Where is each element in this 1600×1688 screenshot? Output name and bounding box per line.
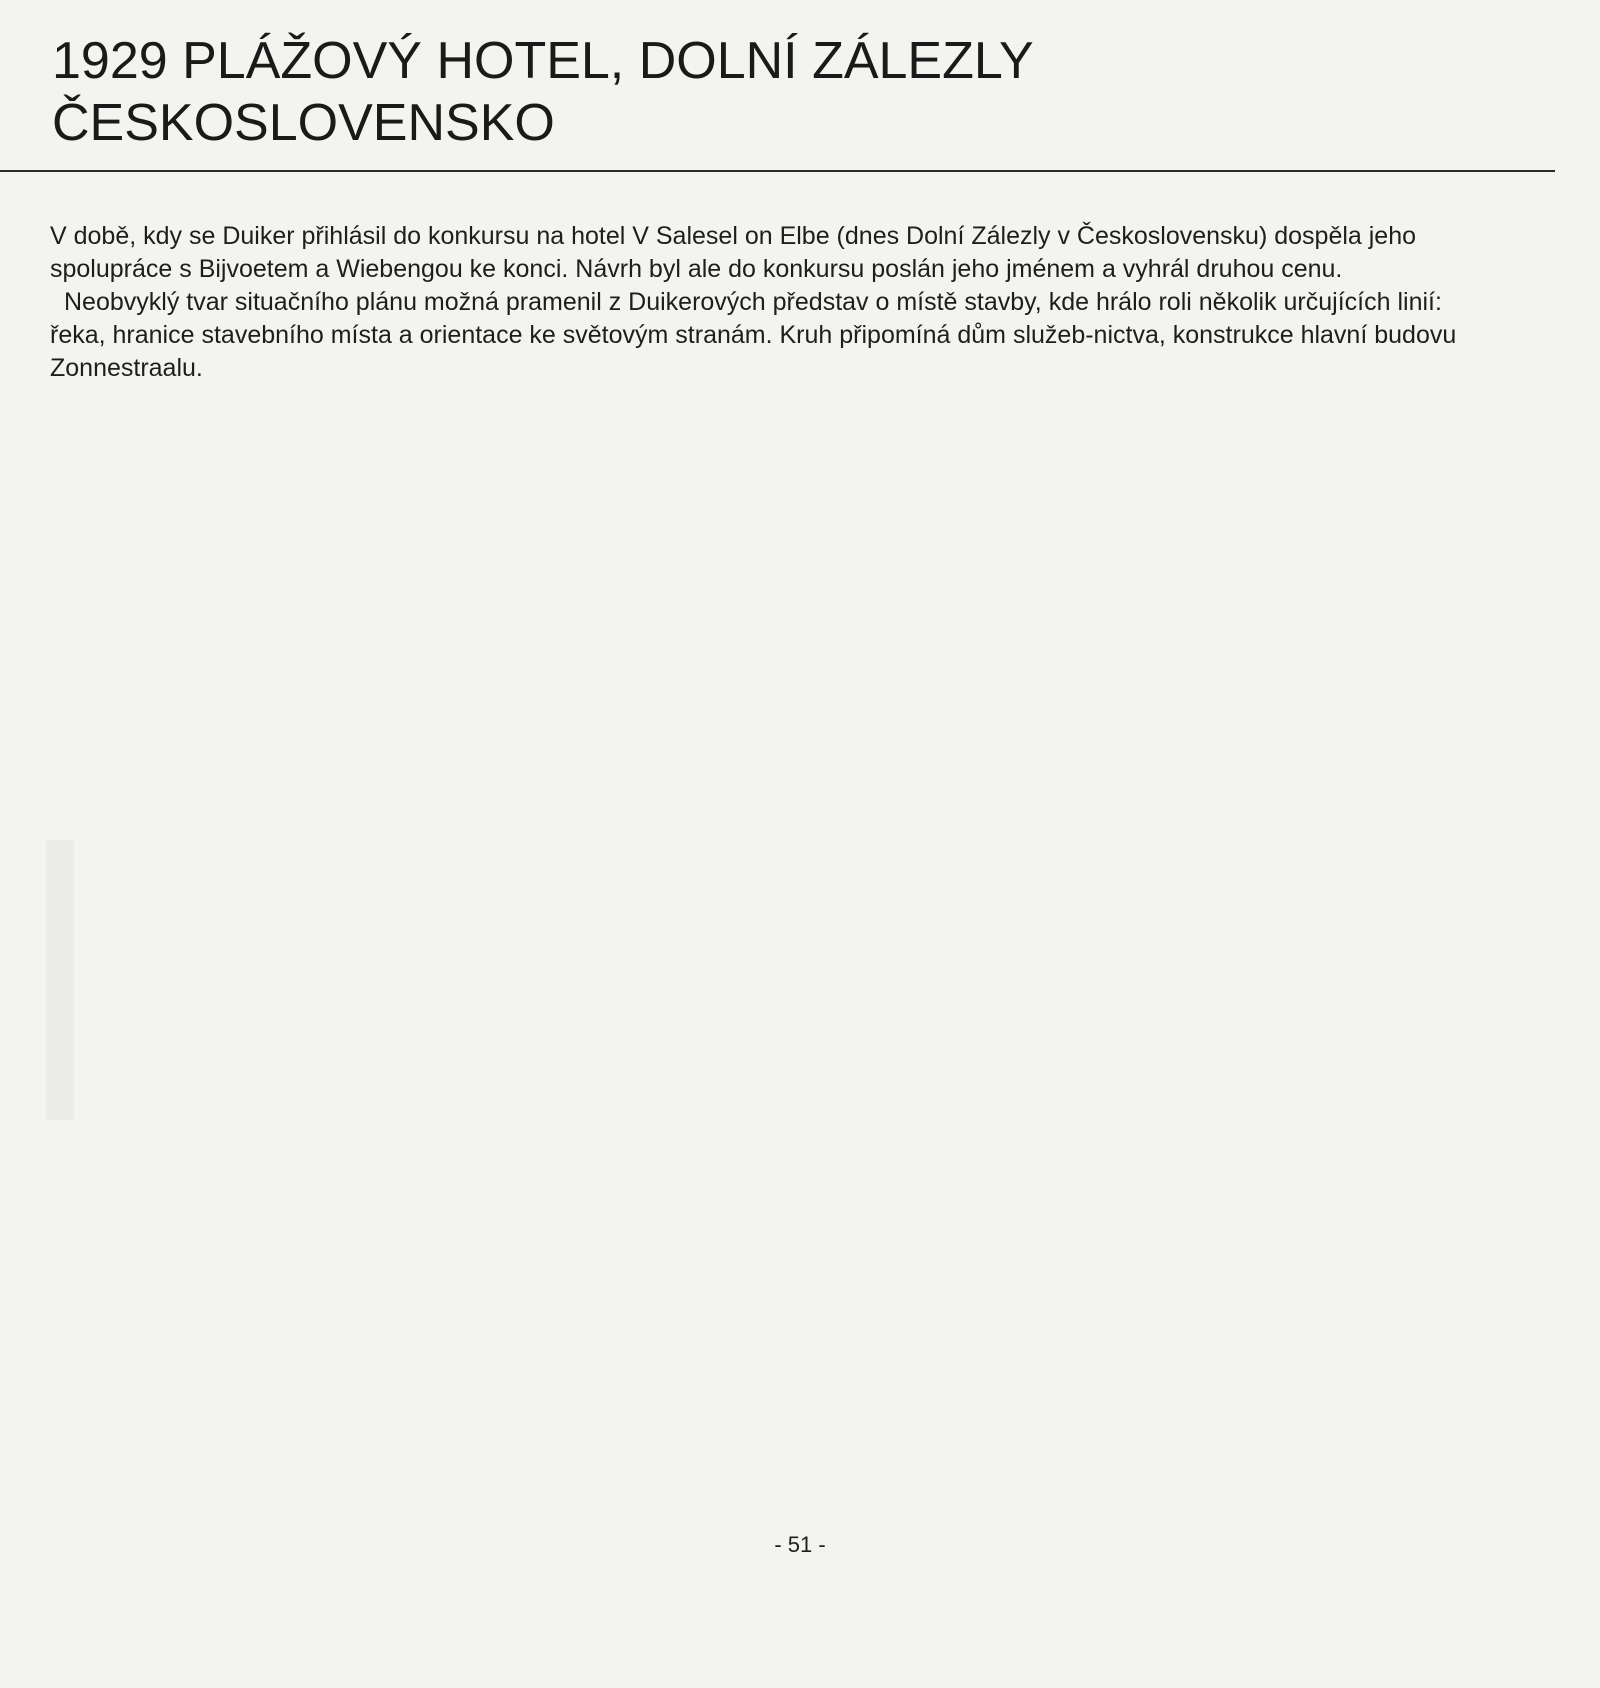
page-title xyxy=(52,30,1452,154)
title-divider xyxy=(0,170,1555,172)
paragraph-1: V době, kdy se Duiker přihlásil do konkursu na hotel V Salesel on Elbe (dnes Dolní Zálezly v Československu) dospěla jeho spolupráce s Bijvoetem a Wiebengou ke konci. Návrh byl ale do konkursu poslán jeho jménem a vyhrál druhou cenu. xyxy=(50,222,1417,283)
paragraph-2: Neobvyklý tvar situačního plánu možná pramenil z Duikerových představ o místě stavby, kde hrálo roli několik určujících linií: řeka, hranice stavebního místa a orientace ke světovým stranám. Kruh připomíná dům služeb-nictva, konstrukce hlavní budovu Zonnestraalu. xyxy=(50,288,1457,382)
show-through-shadow xyxy=(46,840,74,1120)
page-number: - 51 - xyxy=(774,1532,826,1557)
title-line-2: ČESKOSLOVENSKO xyxy=(52,94,555,152)
title-line-1: 1929 PLÁŽOVÝ HOTEL, DOLNÍ ZÁLEZLY xyxy=(52,32,1034,90)
body-text xyxy=(50,220,1480,385)
